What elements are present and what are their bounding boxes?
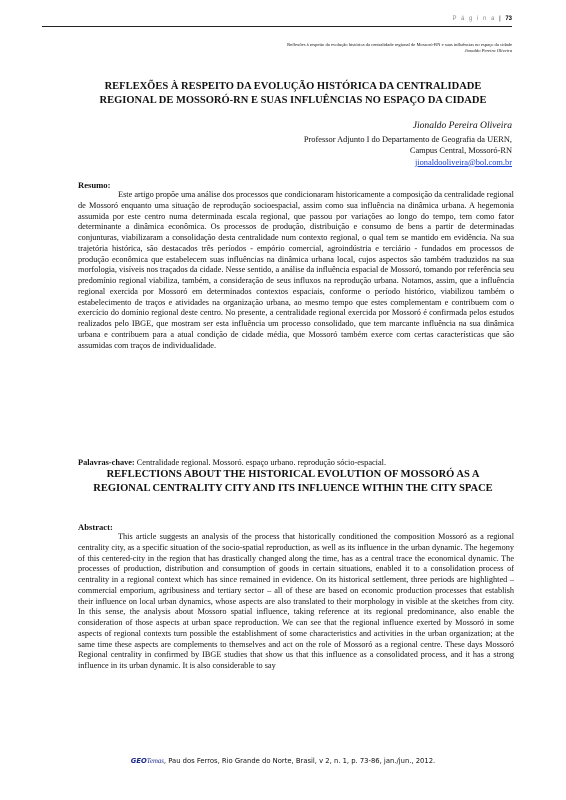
running-author: Jionaldo Pereira Oliveira <box>464 48 512 53</box>
abstract-section <box>78 532 514 748</box>
abstract-label: Abstract: <box>78 522 113 532</box>
page-number: 73 <box>505 16 512 22</box>
resumo-section <box>78 190 514 438</box>
page-number-header <box>452 16 512 22</box>
journal-logo-temas: Temas <box>146 758 164 765</box>
keywords <box>78 458 514 467</box>
author-name: Jionaldo Pereira Oliveira <box>412 120 512 131</box>
author-campus: Campus Central, Mossoró-RN <box>409 146 512 155</box>
footer-citation <box>0 757 566 765</box>
page-separator: | <box>499 16 503 22</box>
resumo-text: Este artigo propõe uma análise dos processos que condicionaram historicamente a composição da centralidade regional de Mossoró enquanto uma situação de reprodução socioespacial, assim como sua influência na dinâmica urbana. A hegemonia assumida por este centro numa determinada escala regional, que passou por variações ao longo do tempo, tem como fator determinante a dinâmica econômica. Os processos de produção, distribuição e consumo de bens a partir de determinadas conjunturas, viabilizaram a consolidação desta centralidade num contexto regional, o qual tem se mantido em evidência. Na sua trajetória histórica, são destacados três períodos - empório comercial, agroindústria e terciário - fundados em processos de produção econômica que estabelecem suas influências na dinâmica urbana local, cujos aspectos são também traduzidos na sua morfologia, visíveis nos traçados da cidade. Nesse sentido, a análise da influência espacial de Mossoró, tomando por referência seu predomínio regional viabiliza, também, a consideração de seus influxos na reprodução urbana. Notamos, assim, que a influência regional exercida por Mossoró em determinados contextos espaciais, conforme o período histórico, viabilizou também o estabelecimento de traços e atividades na organização urbana, ao mesmo tempo que estes complementam e contribuem com o exercício do domínio regional deste centro. No presente, a centralidade regional exercida por Mossoró é confirmada pelos estudos realizados pelo IBGE, que mostram ser esta influência um processo consolidado, que tem marcante influência na sua dinâmica urbana e contribuem para a atual condição de cidade média, que Mossoró também exerce com certas características que são assumidas com traços de individualidade. <box>78 190 514 350</box>
resumo-label: Resumo: <box>78 180 111 190</box>
citation-text: , Pau dos Ferros, Rio Grande do Norte, Brasil, v 2, n. 1, p. 73-86, jan./jun., 2012. <box>163 757 436 765</box>
article-title-en: REFLECTIONS ABOUT THE HISTORICAL EVOLUTION OF MOSSORÓ AS A REGIONAL CENTRALITY CITY AND ITS INFLUENCE WITHIN THE CITY SPACE <box>93 469 493 494</box>
page-label: P á g i n a <box>452 16 496 22</box>
abstract-text: This article suggests an analysis of the process that historically conditioned the composition Mossoró as a regional centrality city, as a specific situation of the socio-spatial reproduction, as well as its influence in the urban dynamic. The hegemony of this centered-city in the region that has drastically changed along the time, has as a central trace the economical dynamic. The processes of production, distribution and consumption of goods in certain situations, enabled it to a consolidation process of centrality in a regional context which has since remained in evidence. On its historical settlement, three periods are highlighted – commercial emporium, agribusiness and tertiary sector – all of these are based on economic production processes that establish their influence on local urban dynamics, whose aspects are also translated to their morphology in visible at the sketches from city. In this sense, the analysis about Mossoro spatial influence, taking reference at its regional predominance, also enable the consideration of those aspects at urban space reproduction. We can see that the regional influence exerted by Mossoró in some aspects of regional contexts turn possible the establishment of some characteristics and activities in the urban organization; at the same time these aspects are complements to themselves and act on the role of Mossoró as a regional centre. These days Mossoró Regional centrality in confirmed by IBGE studies that show us that this influence as a consolidated process, and it has a strong influence in its urban dynamic. It is also considerable to say <box>78 532 514 670</box>
author-email-link[interactable]: jionaldooliveira@bol.com.br <box>414 157 512 167</box>
author-affiliation: Professor Adjunto I do Departamento de Geografia da UERN, <box>303 134 512 144</box>
header-rule <box>42 26 512 27</box>
keywords-text: Centralidade regional. Mossoró. espaço urbano. reprodução sócio-espacial. <box>136 458 387 467</box>
running-header <box>287 42 512 54</box>
author-block <box>304 120 512 168</box>
article-title-pt: REFLEXÕES À RESPEITO DA EVOLUÇÃO HISTÓRICA DA CENTRALIDADE REGIONAL DE MOSSORÓ-RN E SUAS INFLUÊNCIAS NO ESPAÇO DA CIDADE <box>99 81 487 106</box>
journal-logo-geo: GEO <box>130 757 147 765</box>
running-title: Reflexões à respeito da evolução histórica da centralidade regional de Mossoró-RN e suas influências no espaço da cidade <box>287 42 512 47</box>
keywords-label: Palavras-chave: <box>78 458 135 467</box>
